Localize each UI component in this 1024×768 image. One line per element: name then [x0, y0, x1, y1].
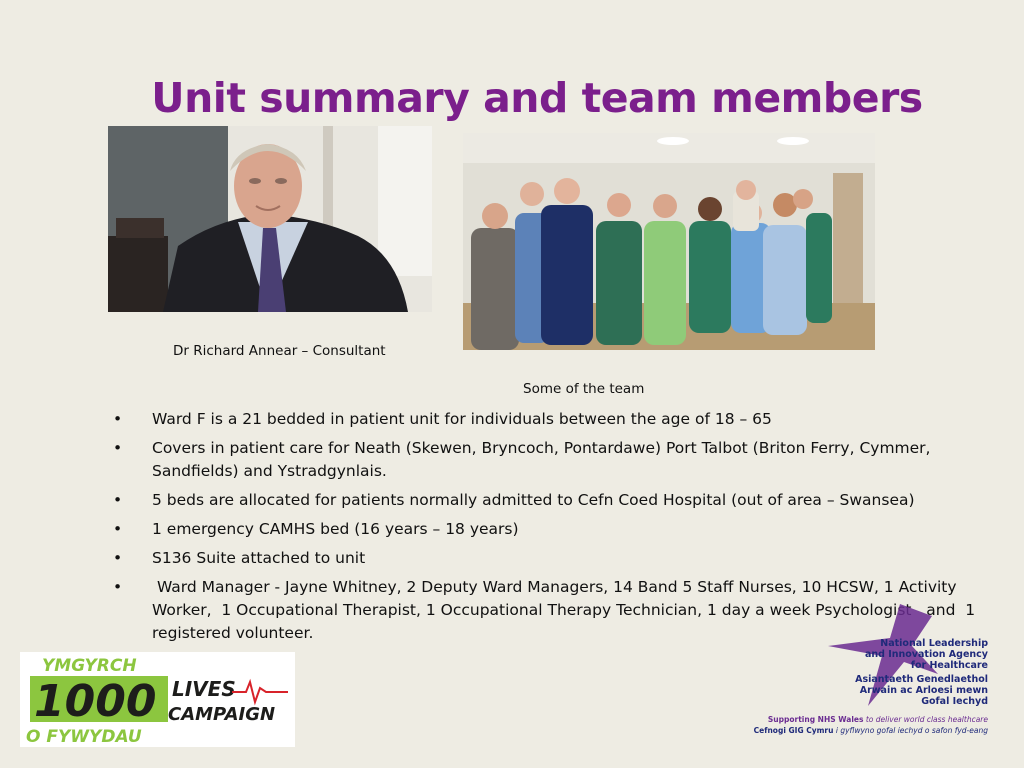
- campaign-welsh-bottom: O FYWYDAU: [26, 727, 142, 747]
- campaign-number: 1000: [34, 676, 157, 727]
- bullet-text: Ward F is a 21 bedded in patient unit for individuals between the age of 18 – 65: [152, 410, 772, 428]
- bullet-text: Ward Manager - Jayne Whitney, 2 Deputy Ward Managers, 14 Band 5 Staff Nurses, 10 HCSW, 1 Activity Worker, 1 Occupational Therapist, 1 Occupational Therapy Technician, 1 day a week Psychologist and 1 registered volunteer.: [152, 578, 981, 642]
- bullet-icon: •: [113, 491, 123, 509]
- nlia-cy-3: Gofal Iechyd: [921, 696, 988, 707]
- consultant-photo: [108, 126, 432, 312]
- nlia-logo: [753, 598, 995, 743]
- nlia-strap-en: Supporting NHS Wales to deliver world class healthcare: [767, 715, 988, 724]
- list-item: [108, 408, 1003, 431]
- list-item: [108, 518, 1003, 541]
- bullet-icon: •: [113, 439, 123, 457]
- nlia-strap-cy: Cefnogi GIG Cymru i gyflwyno gofal iechyd o safon fyd-eang: [753, 726, 988, 735]
- team-photo: [463, 133, 875, 350]
- 1000-lives-campaign-logo: [20, 652, 295, 747]
- bullet-text: 5 beds are allocated for patients normally admitted to Cefn Coed Hospital (out of area – Swansea): [152, 491, 915, 509]
- bullet-icon: •: [113, 578, 123, 596]
- consultant-caption: Dr Richard Annear – Consultant: [173, 343, 386, 359]
- nlia-en-3: for Healthcare: [910, 660, 988, 671]
- bullet-icon: •: [113, 520, 123, 538]
- bullet-text: 1 emergency CAMHS bed (16 years – 18 years): [152, 520, 519, 538]
- bullet-text: S136 Suite attached to unit: [152, 549, 366, 567]
- bullet-text: Covers in patient care for Neath (Skewen, Bryncoch, Pontardawe) Port Talbot (Briton Ferry, Cymmer, Sandfields) and Ystradgynlais.: [152, 439, 931, 480]
- campaign-lives: LIVES: [172, 677, 236, 701]
- slide-title: Unit summary and team members: [151, 74, 923, 122]
- nlia-en-1: National Leadership: [880, 638, 988, 649]
- bullet-icon: •: [113, 410, 123, 428]
- list-item: [108, 547, 1003, 570]
- list-item: [108, 437, 1003, 483]
- list-item: [108, 489, 1003, 512]
- campaign-welsh-top: YMGYRCH: [42, 656, 137, 676]
- nlia-cy-2: Arwain ac Arloesi mewn: [859, 685, 988, 696]
- nlia-cy-1: Asiantaeth Genedlaethol: [855, 674, 988, 685]
- bullet-icon: •: [113, 549, 123, 567]
- campaign-word: CAMPAIGN: [168, 704, 276, 725]
- team-caption: Some of the team: [523, 381, 645, 397]
- nlia-en-2: and Innovation Agency: [864, 649, 988, 660]
